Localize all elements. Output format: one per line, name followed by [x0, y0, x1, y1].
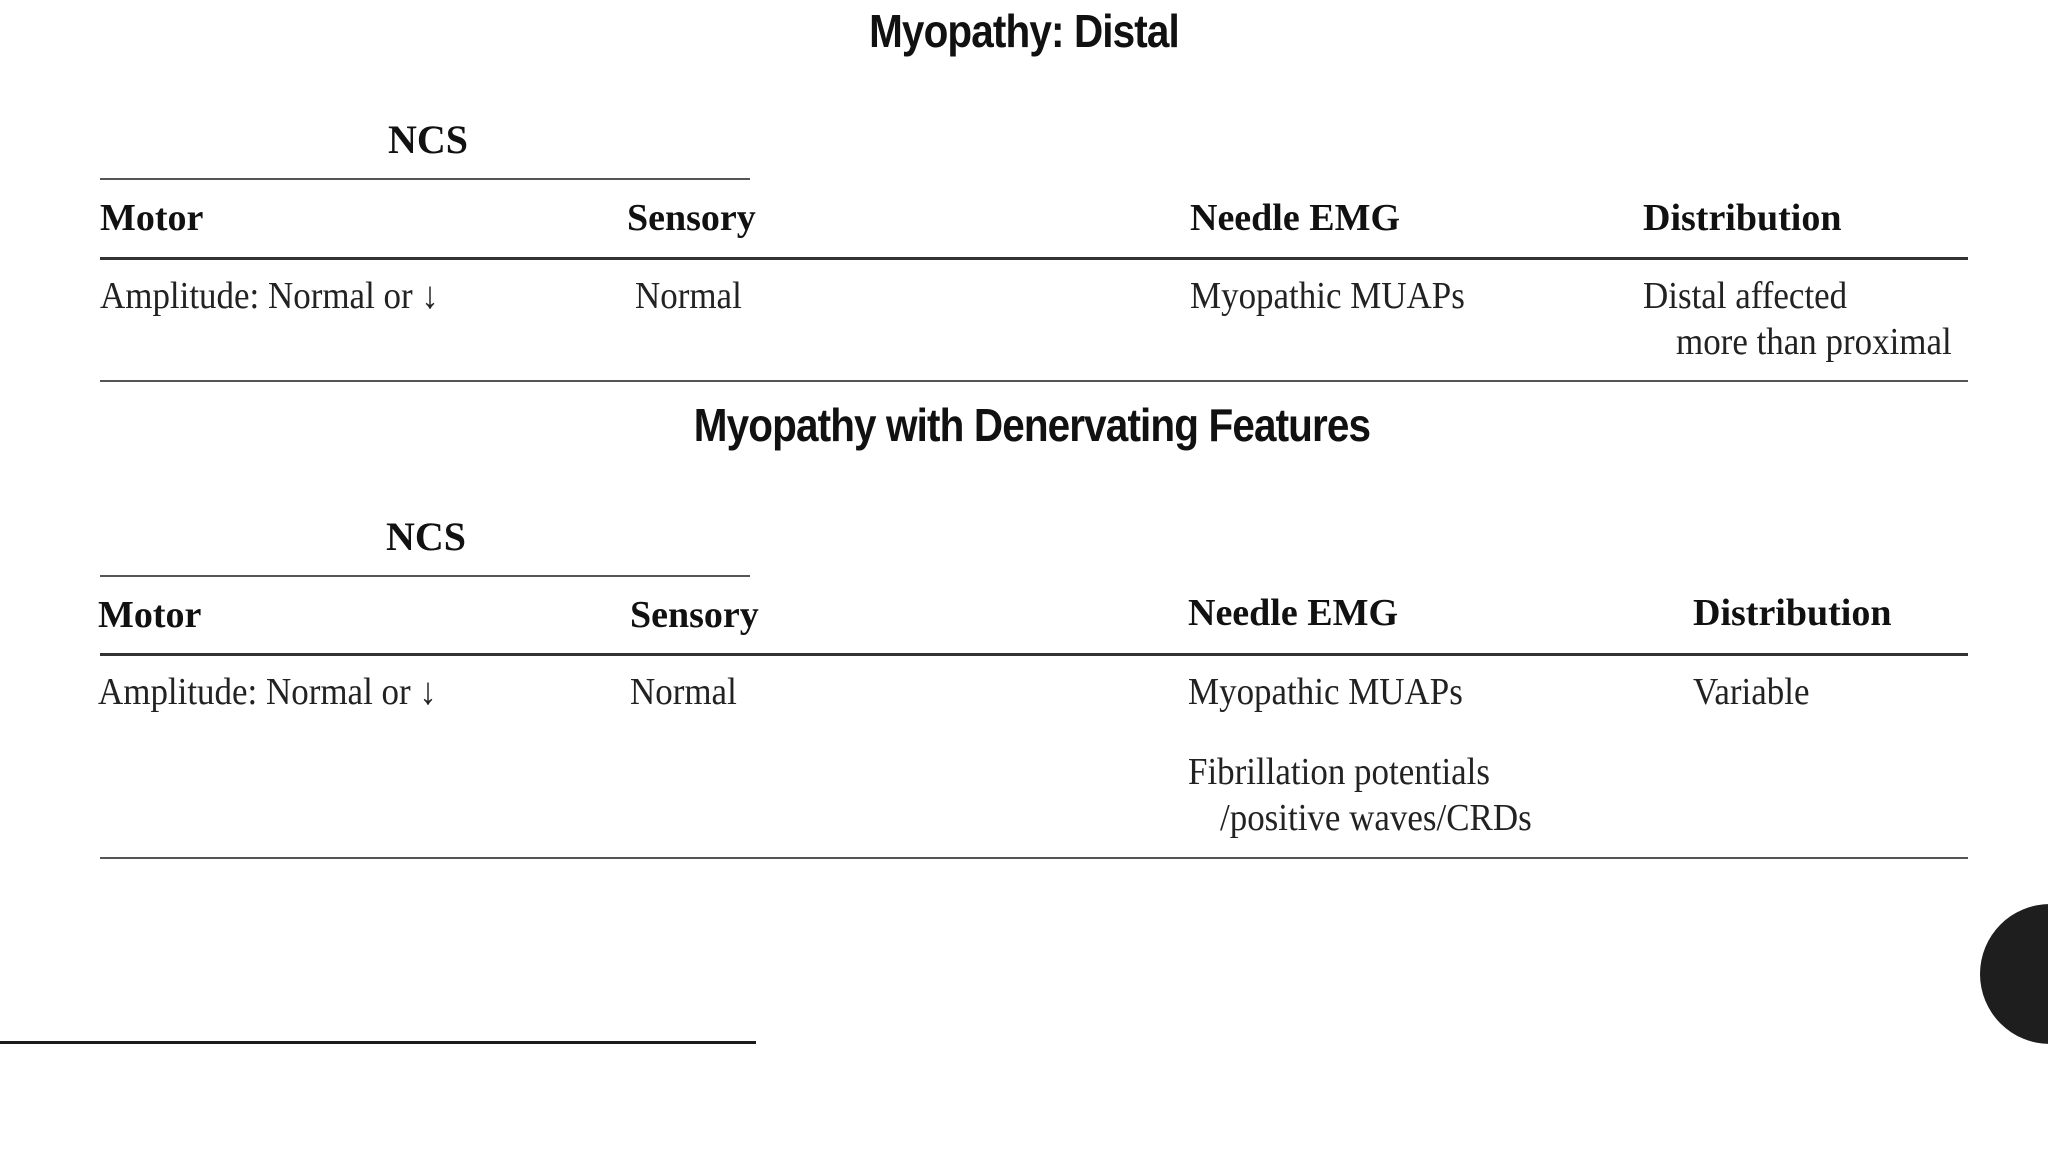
- table1-cell-distribution-line1: Distal affected: [1643, 275, 1848, 317]
- table1-header-motor: Motor: [100, 197, 204, 239]
- table2-cell-needle-emg-line3: /positive waves/CRDs: [1220, 797, 1532, 839]
- table1-title: Myopathy: Distal: [869, 5, 1179, 57]
- table2-cell-needle-emg-line2: Fibrillation potentials: [1188, 751, 1491, 793]
- table2-ncs-group-rule: [100, 575, 750, 577]
- table1-header-sensory: Sensory: [627, 197, 756, 239]
- table1-bottom-rule: [100, 380, 1968, 382]
- table1-cell-motor: Amplitude: Normal or ↓: [100, 275, 439, 317]
- table2-title: Myopathy with Denervating Features: [693, 399, 1371, 451]
- slide-corner-circle: [1980, 904, 2048, 1044]
- table1-cell-distribution-line2: more than proximal: [1676, 321, 1952, 363]
- table1-ncs-group-rule: [100, 178, 750, 180]
- table2-cell-distribution-line1: Variable: [1693, 671, 1810, 713]
- table2-header-rule: [100, 653, 1968, 656]
- table1-header-distribution: Distribution: [1643, 197, 1842, 239]
- table1-header-needle-emg: Needle EMG: [1190, 197, 1401, 239]
- table1-header-rule: [100, 257, 1968, 260]
- table2-cell-sensory: Normal: [630, 671, 737, 713]
- table2-header-distribution: Distribution: [1693, 592, 1892, 634]
- table2-cell-motor: Amplitude: Normal or ↓: [98, 671, 437, 713]
- table1-cell-sensory: Normal: [635, 275, 742, 317]
- table1-cell-needle-emg-line1: Myopathic MUAPs: [1190, 275, 1465, 317]
- table2-ncs-group-label: NCS: [386, 514, 467, 559]
- table2-header-needle-emg: Needle EMG: [1188, 592, 1399, 634]
- footer-divider: [0, 1041, 756, 1044]
- table2-header-motor: Motor: [98, 594, 202, 636]
- table2-cell-needle-emg-line1: Myopathic MUAPs: [1188, 671, 1463, 713]
- table2-header-sensory: Sensory: [630, 594, 759, 636]
- table2-bottom-rule: [100, 857, 1968, 859]
- table1-ncs-group-label: NCS: [388, 117, 469, 162]
